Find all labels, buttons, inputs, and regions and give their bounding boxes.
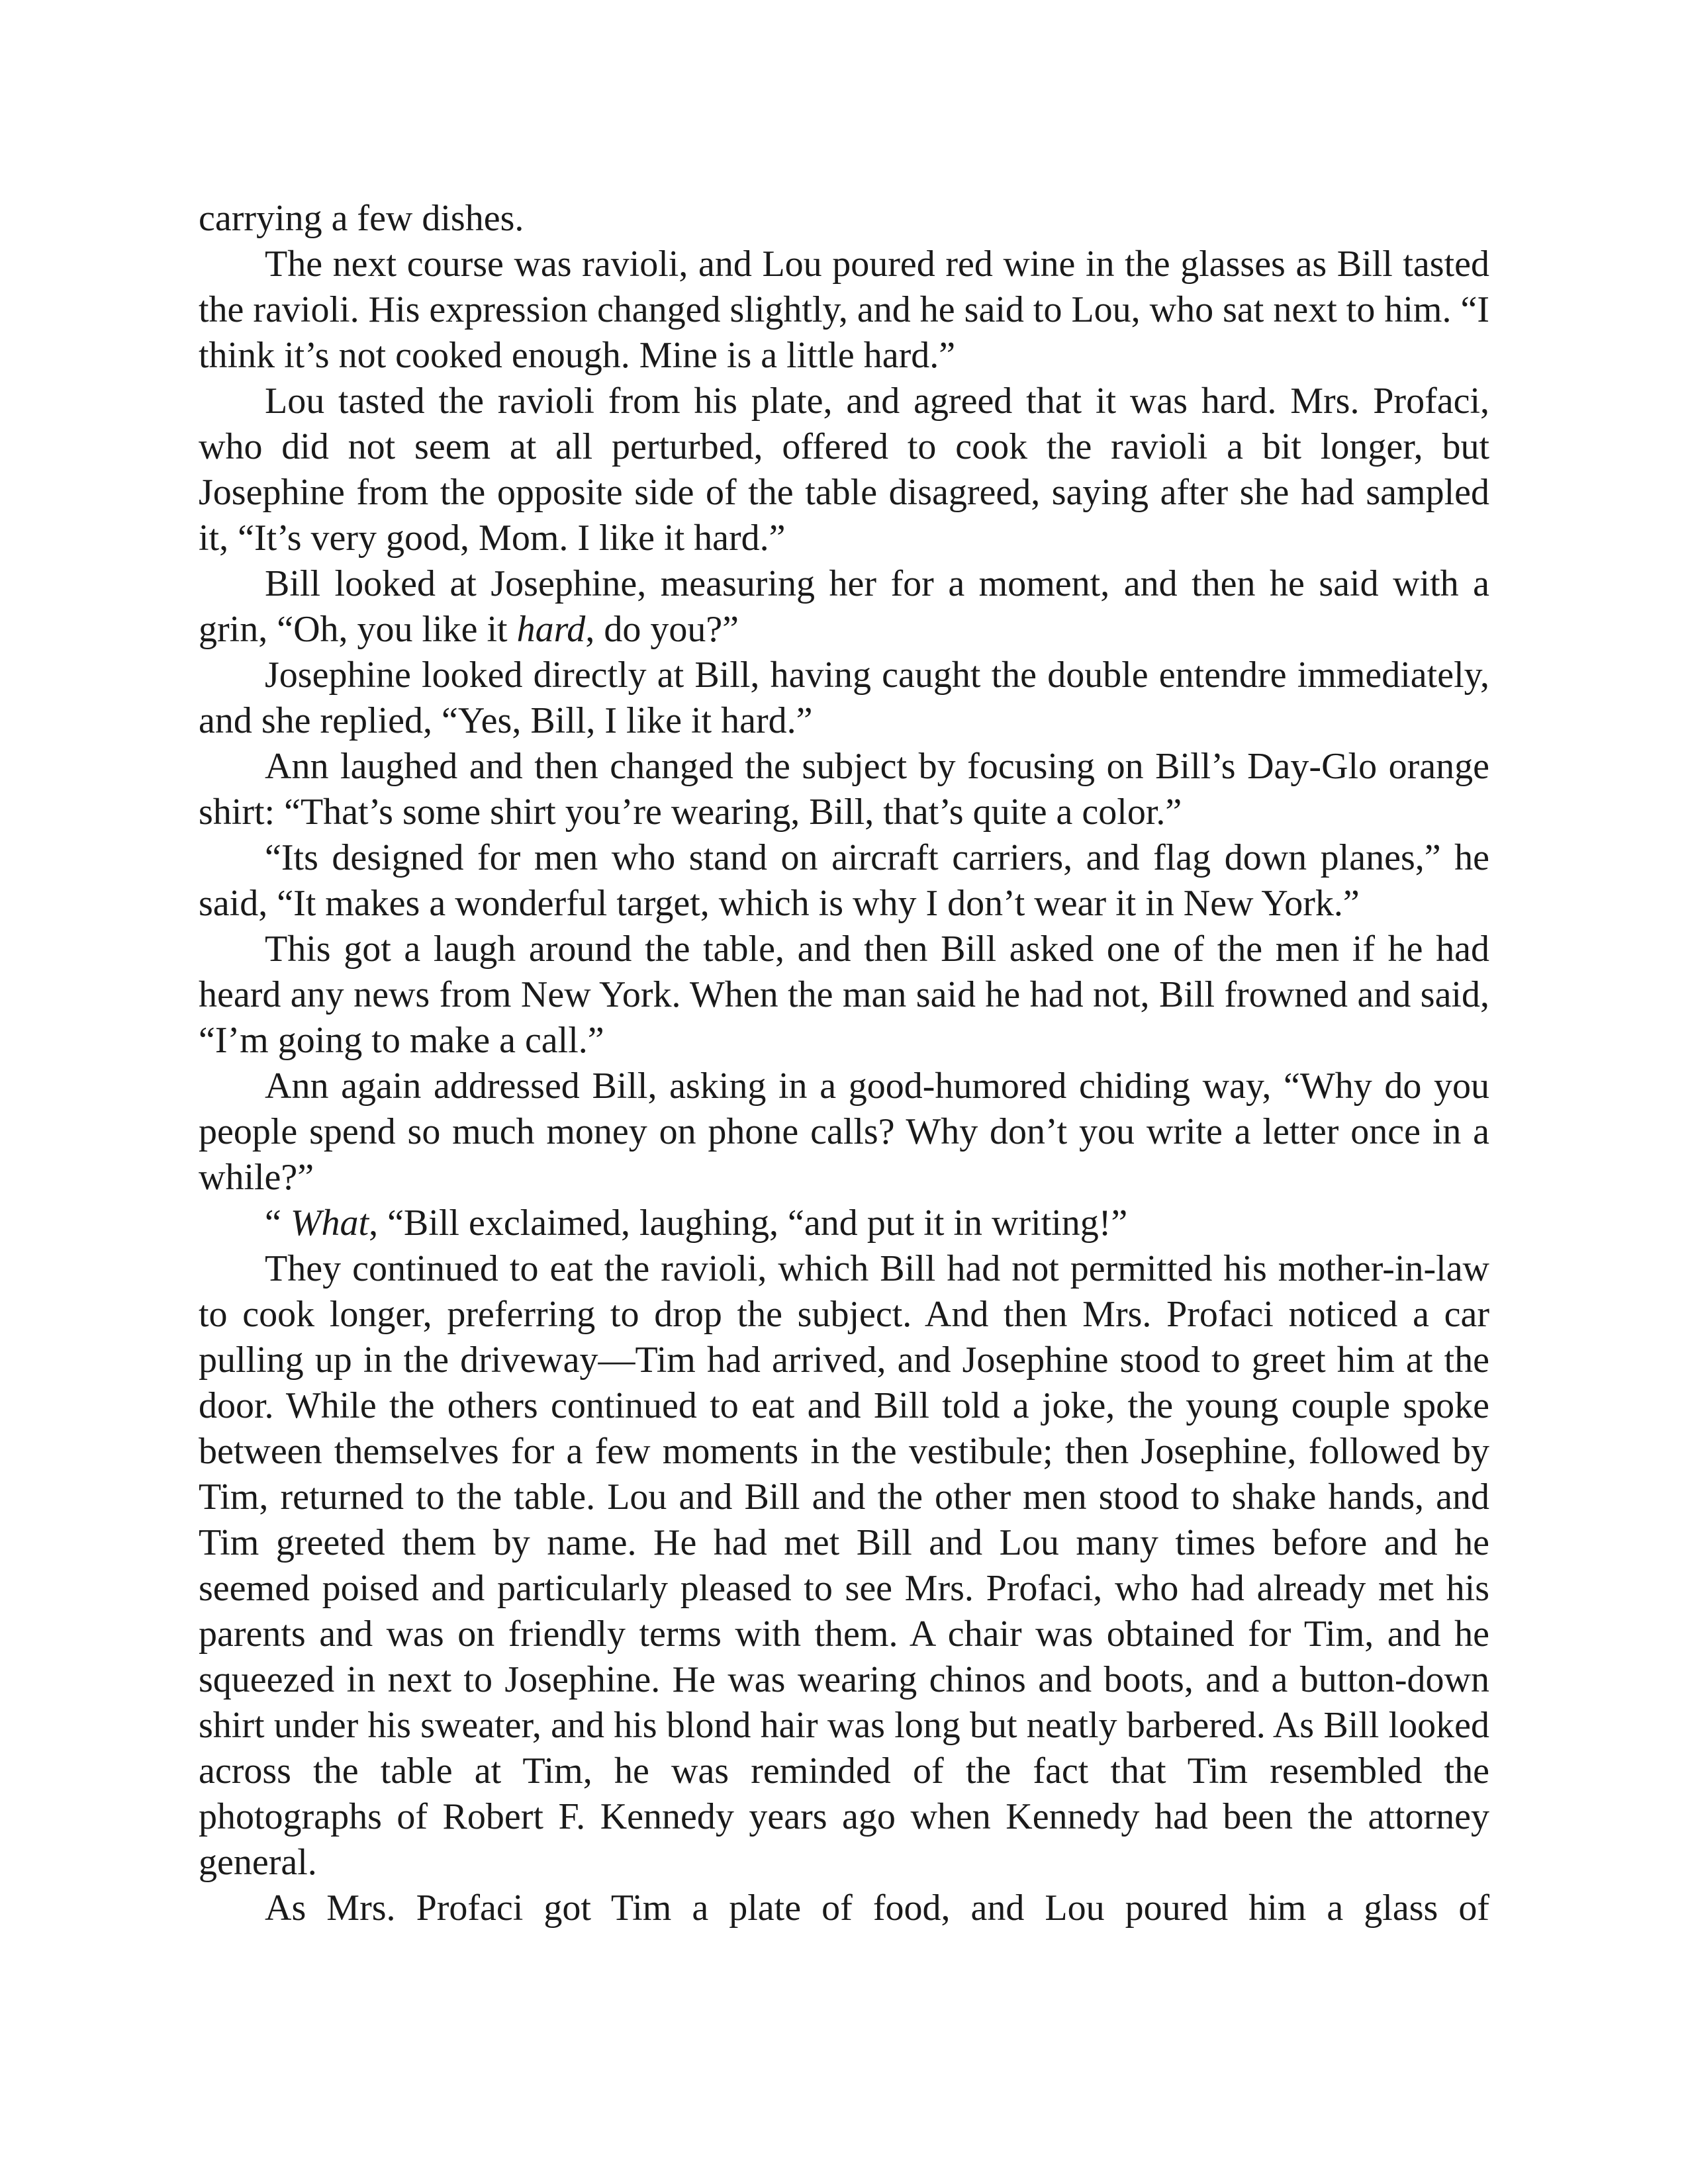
paragraph-text: This got a laugh around the table, and then Bill asked one of the men if he had heard any news from New York. When the man said he had not, Bill frowned and said, “I’m going to make a call.” bbox=[199, 929, 1489, 1061]
paragraph-text: “ bbox=[265, 1203, 291, 1244]
paragraph bbox=[199, 1886, 1489, 1931]
paragraph-text: Lou tasted the ravioli from his plate, and agreed that it was hard. Mrs. Profaci, who did not seem at all perturbed, offered to cook the ravioli a bit longer, but Josephine from the opposite side of the table disagreed, saying after she had sampled it, “It’s very good, Mom. I like it hard.” bbox=[199, 381, 1489, 559]
paragraph bbox=[199, 927, 1489, 1064]
book-page-body bbox=[199, 196, 1489, 1931]
paragraph bbox=[199, 1246, 1489, 1886]
paragraph bbox=[199, 379, 1489, 561]
paragraph-text: As Mrs. Profaci got Tim a plate of food, and Lou poured him a glass of bbox=[265, 1888, 1489, 1929]
paragraph-text: “Its designed for men who stand on aircraft carriers, and flag down planes,” he said, “It makes a wonderful target, which is why I don’t wear it in New York.” bbox=[199, 837, 1489, 924]
paragraph bbox=[199, 1064, 1489, 1201]
paragraph-text: Josephine looked directly at Bill, having caught the double entendre immediately, and she replied, “Yes, Bill, I like it hard.” bbox=[199, 655, 1489, 741]
paragraph bbox=[199, 561, 1489, 653]
paragraph-text: carrying a few dishes. bbox=[199, 198, 524, 239]
paragraph bbox=[199, 744, 1489, 835]
paragraph bbox=[199, 653, 1489, 744]
paragraph-text: , “Bill exclaimed, laughing, “and put it in writing!” bbox=[369, 1203, 1128, 1244]
paragraph-text: Ann again addressed Bill, asking in a good-humored chiding way, “Why do you people spend so much money on phone calls? Why don’t you write a letter once in a while?” bbox=[199, 1066, 1489, 1198]
italic-text: hard bbox=[516, 609, 586, 650]
paragraph bbox=[199, 1201, 1489, 1246]
paragraph-text: Bill looked at Josephine, measuring her for a moment, and then he said with a grin, “Oh, you like it bbox=[199, 563, 1489, 650]
paragraph-text: They continued to eat the ravioli, which Bill had not permitted his mother-in-law to cook longer, preferring to drop the subject. And then Mrs. Profaci noticed a car pulling up in the driveway—Tim had arrived, and Josephine stood to greet him at the door. While the others continued to eat and Bill told a joke, the young couple spoke between themselves for a few moments in the vestibule; then Josephine, followed by Tim, returned to the table. Lou and Bill and the other men stood to shake hands, and Tim greeted them by name. He had met Bill and Lou many times before and he seemed poised and particularly pleased to see Mrs. Profaci, who had already met his parents and was on friendly terms with them. A chair was obtained for Tim, and he squeezed in next to Josephine. He was wearing chinos and boots, and a button-down shirt under his sweater, and his blond hair was long but neatly barbered. As Bill looked across the table at Tim, he was reminded of the fact that Tim resembled the photographs of Robert F. Kennedy years ago when Kennedy had been the attorney general. bbox=[199, 1248, 1489, 1883]
paragraph-text: The next course was ravioli, and Lou poured red wine in the glasses as Bill tasted the ravioli. His expression changed slightly, and he said to Lou, who sat next to him. “I think it’s not cooked enough. Mine is a little hard.” bbox=[199, 244, 1489, 376]
paragraph bbox=[199, 242, 1489, 379]
paragraph-text: , do you?” bbox=[585, 609, 739, 650]
italic-text: What bbox=[290, 1203, 369, 1244]
paragraph bbox=[199, 835, 1489, 927]
paragraph-text: Ann laughed and then changed the subject by focusing on Bill’s Day-Glo orange shirt: “That’s some shirt you’re wearing, Bill, that’s quite a color.” bbox=[199, 746, 1489, 833]
continued-paragraph bbox=[199, 196, 1489, 242]
